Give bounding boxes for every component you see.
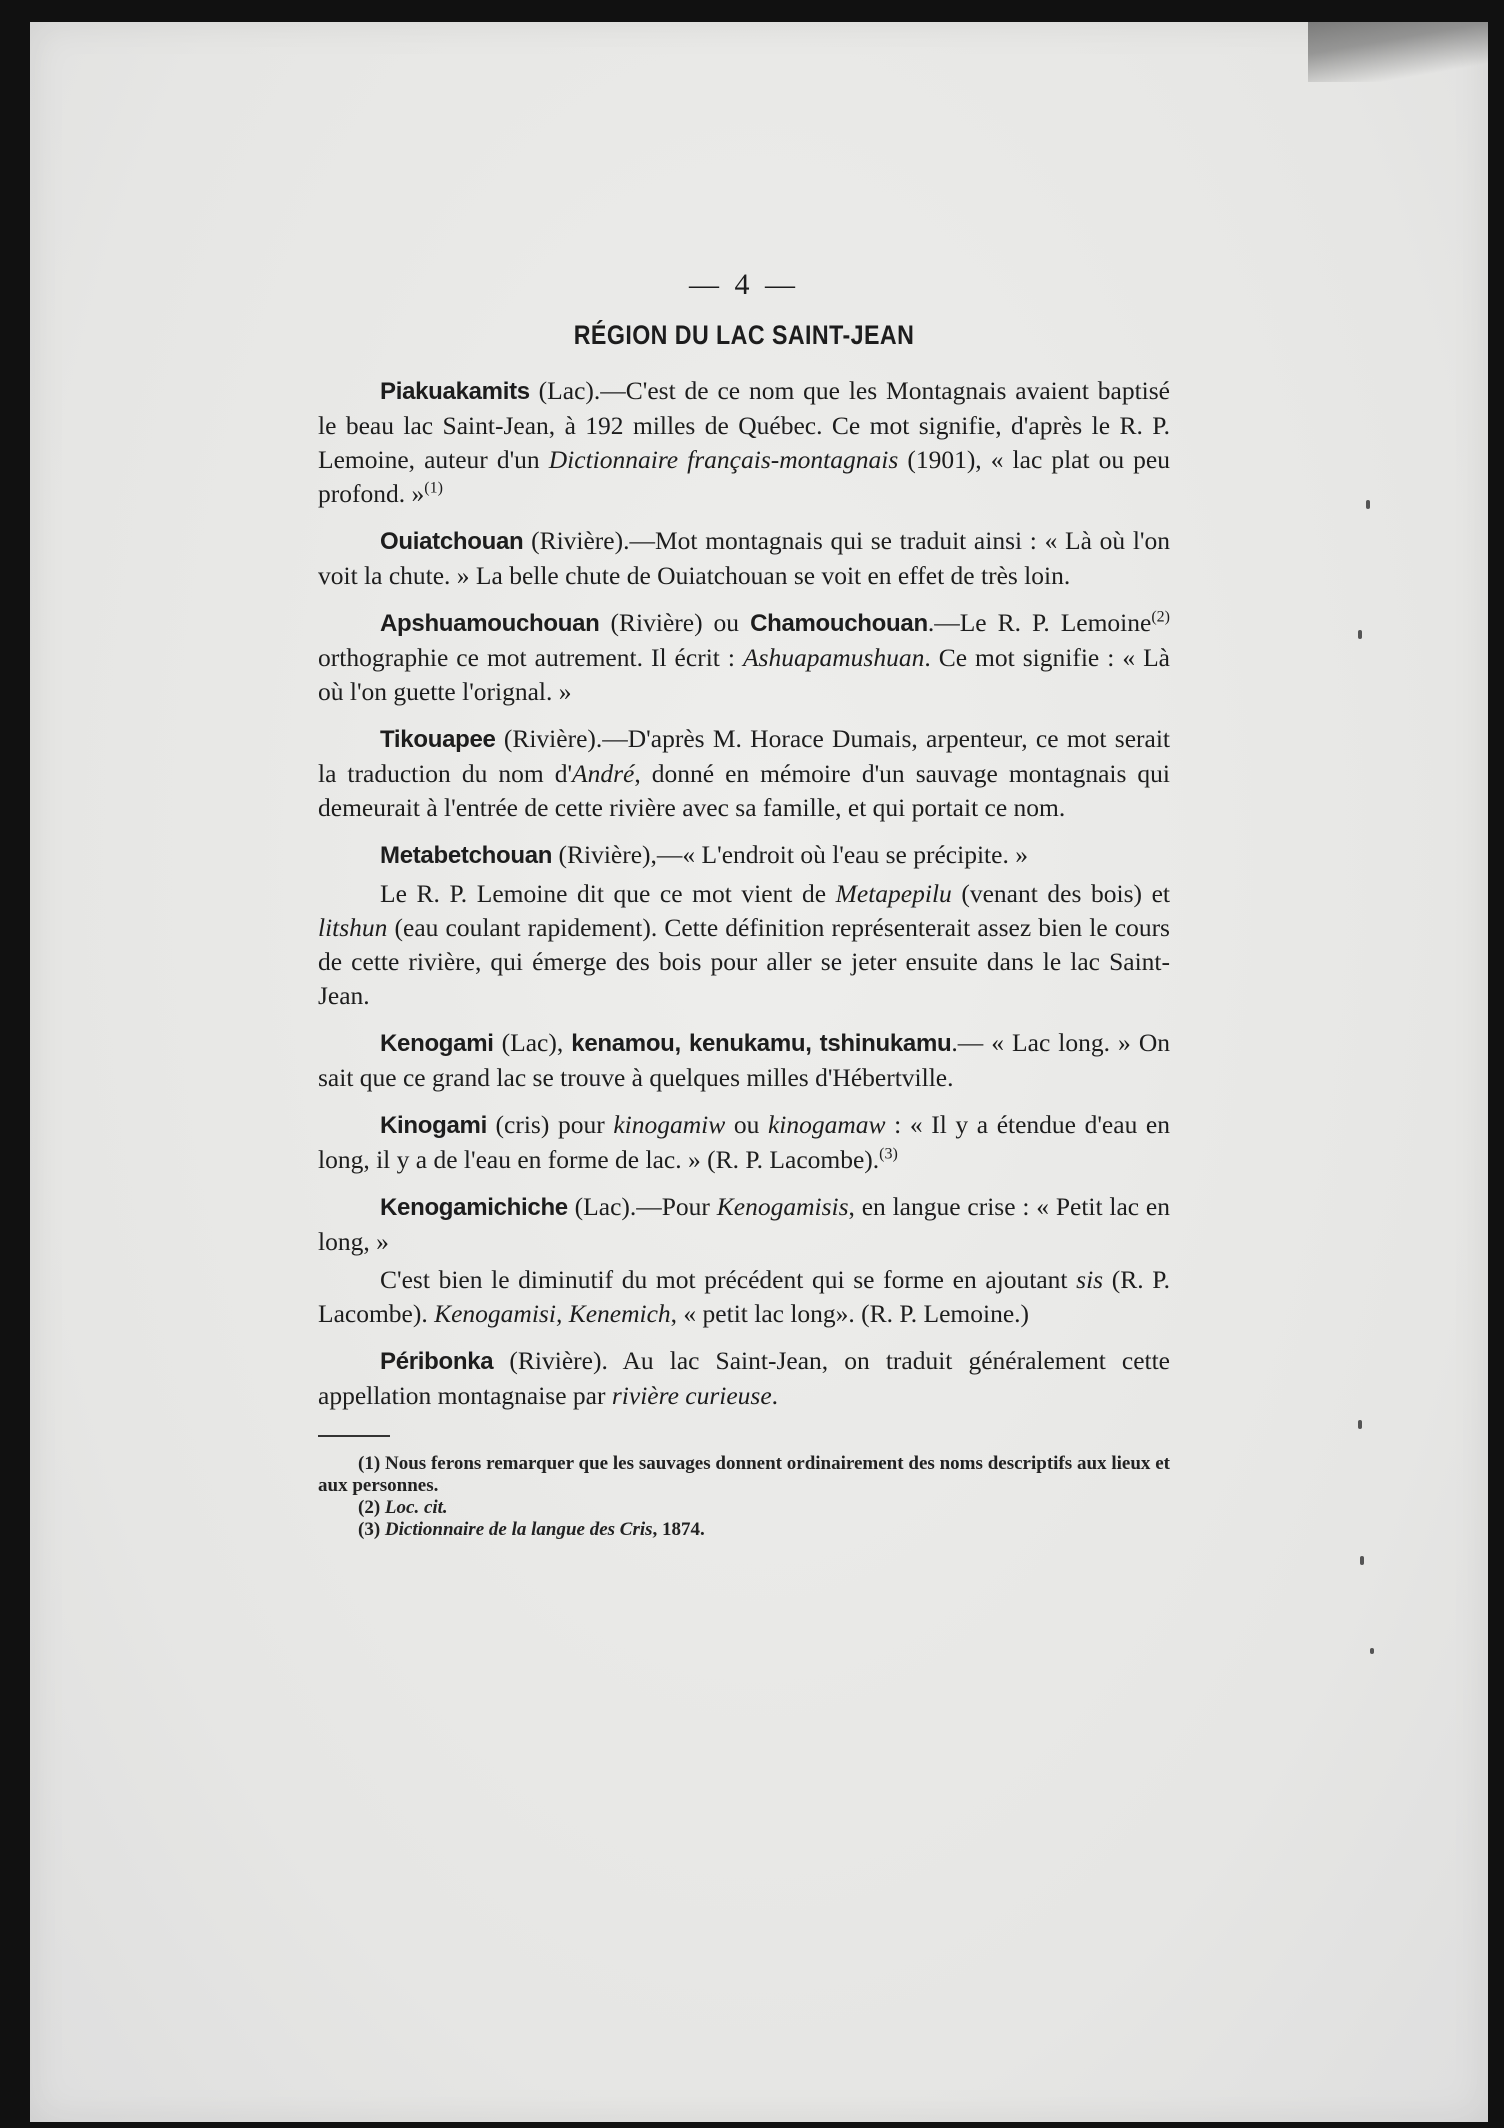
entry-text: , « petit lac long». (R. P. Lemoine.) [670,1299,1030,1328]
entry-text: . [771,1381,779,1410]
page-heading: RÉGION DU LAC SAINT-JEAN [573,320,915,350]
dust-speck [1358,630,1362,639]
footnote-3 [318,1519,1170,1541]
page-curl-shadow [1308,22,1488,82]
text-column [318,268,1170,1541]
dust-speck [1370,1648,1374,1654]
entry-kenogami [318,1026,1170,1095]
entry-term: Kinogami [380,1112,487,1139]
entry-text: (Rivière).—Mot montagnais qui se traduit ainsi : « Là où l'on voit la chute. » La belle chute de Ouiatchouan se voit en effet de très loin. [318,526,1170,590]
entry-text: (Lac), [493,1028,572,1057]
entry-text: (Rivière) ou [599,608,751,637]
footnote-italic: Dictionnaire de la langue des Cris [380,1519,653,1540]
entry-text: (Rivière).—D'après M. Horace Dumais, arpenteur, ce mot serait la traduction du nom d' [318,724,1170,788]
entry-text: .—Le R. P. Lemoine [927,608,1152,637]
dust-speck [1366,500,1370,509]
entry-text: (Lac).—C'est de ce nom que les Montagnais avaient baptisé le beau lac Saint-Jean, à 192 milles de Québec. Ce mot signifie, d'après le R. P. Lemoine, auteur d'un [318,376,1170,474]
entry-term: Ouiatchouan [380,528,524,555]
entry-italic: Ashuapamushuan [742,643,925,672]
entry-ouiatchouan [318,524,1170,593]
entry-text: C'est bien le diminutif du mot précédent qui se forme en ajoutant [380,1265,1077,1294]
entry-term: kenamou, kenukamu, tshinukamu [571,1030,952,1057]
entry-text: , donné en mémoire d'un sauvage montagnais qui demeurait à l'entrée de cette rivière avec sa famille, et qui portait ce nom. [318,759,1171,822]
footnote-mark: (2) [358,1497,381,1518]
entry-italic: Metapepilu [835,879,952,908]
page-number: — 4 — [689,268,799,301]
entry-italic: Kenogamisis [716,1192,849,1221]
entry-italic: kinogamaw [767,1110,886,1139]
entry-text: orthographie ce mot autrement. Il écrit : [318,643,743,672]
footnote-2 [318,1497,1170,1519]
entry-term: Piakuakamits [380,378,530,405]
entry-italic: rivière curieuse [611,1381,772,1410]
footnote-ref: (3) [879,1145,898,1163]
entry-text: (R. P. Lacombe). [318,1265,1171,1328]
entry-metabetchouan [318,838,1170,873]
entry-text: .— « Lac long. » On sait que ce grand lac se trouve à quelques milles d'Hébertville. [318,1028,1170,1092]
dust-speck [1358,1420,1362,1429]
entry-piakuakamits [318,374,1170,511]
entry-italic: sis [1076,1265,1104,1294]
entry-text: (venant des bois) et [951,879,1170,908]
footnote-1 [318,1453,1170,1497]
footnote-text: , 1874. [652,1519,705,1540]
entry-term: Péribonka [380,1348,494,1375]
entry-kenogamichiche-continuation [318,1263,1170,1331]
footnote-divider [318,1435,390,1437]
entry-term: Metabetchouan [380,842,553,869]
entry-text: . Ce mot signifie : « Là où l'on guette l'orignal. » [318,643,1170,706]
entry-apshuamouchouan [318,606,1170,709]
entry-text: (Rivière). Au lac Saint-Jean, on traduit généralement cette appellation montagnaise par [318,1346,1170,1410]
entry-term: Apshuamouchouan [380,610,600,637]
footnote-italic: Loc. cit. [380,1497,448,1518]
entry-kinogami [318,1108,1170,1177]
entry-text: (eau coulant rapidement). Cette définition représenterait assez bien le cours de cette rivière, qui émerge des bois pour aller se jeter ensuite dans le lac Saint-Jean. [318,913,1170,1010]
entry-text: (Rivière),—« L'endroit où l'eau se précipite. » [552,840,1028,869]
entry-text: (1901), « lac plat ou peu profond. » [318,445,1170,508]
entry-italic: litshun [318,913,388,942]
entry-tikouapee [318,722,1170,825]
entry-text: ou [725,1110,768,1139]
entry-italic: André [572,759,635,788]
entry-italic: Dictionnaire français-montagnais [548,445,899,474]
entry-italic: kinogamiw [613,1110,726,1139]
footnote-text: Nous ferons remarquer que les sauvages donnent ordinairement des noms descriptifs aux lieux et aux personnes. [318,1453,1170,1496]
entry-metabetchouan-continuation [318,877,1170,1013]
footnote-ref: (1) [424,479,443,497]
footnote-mark: (3) [358,1519,381,1540]
entry-kenogamichiche [318,1190,1170,1259]
entry-text: : « Il y a étendue d'eau en long, il y a de l'eau en forme de lac. » (R. P. Lacombe). [318,1110,1170,1174]
entry-peribonka [318,1344,1170,1413]
entry-italic: Kenogamisi, Kenemich [434,1299,671,1328]
entry-text: Le R. P. Lemoine dit que ce mot vient de [380,879,836,908]
entry-text: , en langue crise : « Petit lac en long, » [318,1192,1170,1256]
entry-term: Chamouchouan [750,610,928,637]
entry-term: Kenogamichiche [380,1194,568,1221]
footnote-ref: (2) [1151,608,1170,626]
entry-term: Tikouapee [380,726,496,753]
entry-term: Kenogami [380,1030,494,1057]
footnote-mark: (1) [358,1453,381,1474]
entry-text: (Lac).—Pour [567,1192,717,1221]
entry-text: (cris) pour [486,1110,614,1139]
dust-speck [1360,1556,1364,1565]
